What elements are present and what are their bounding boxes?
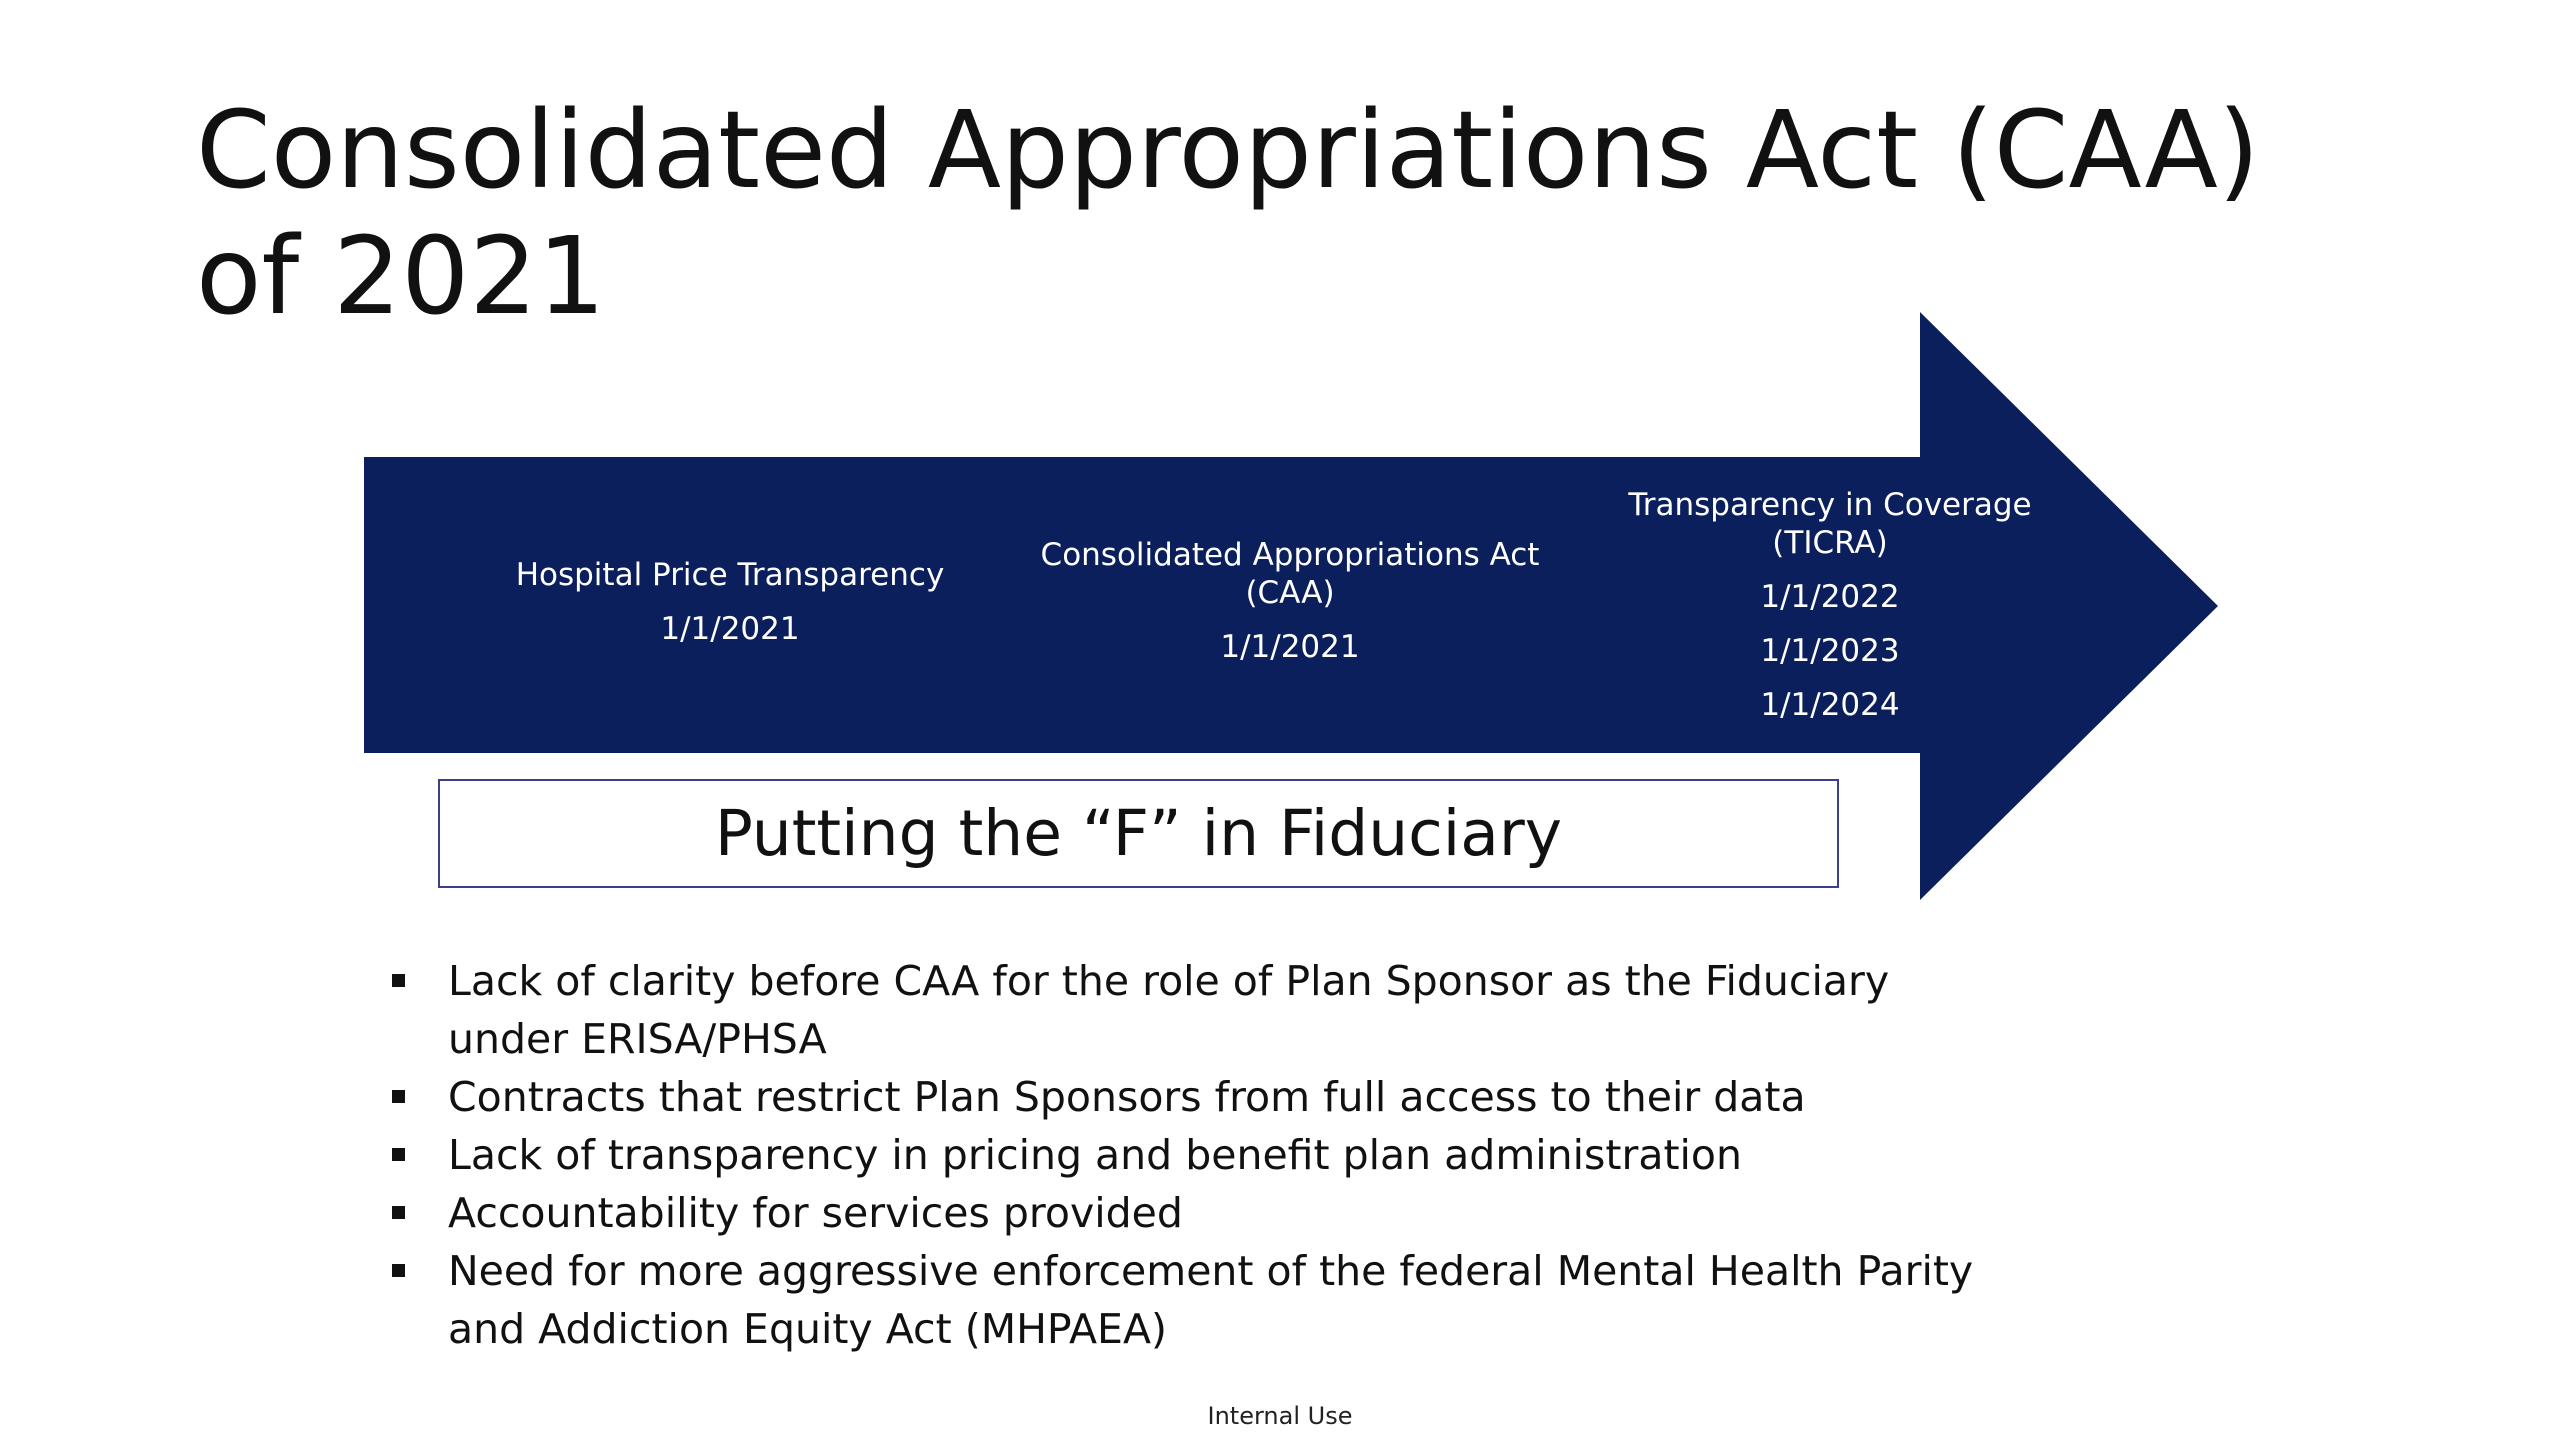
bullet-item	[380, 1068, 1980, 1126]
milestone-date: 1/1/2021	[660, 611, 800, 647]
milestone-title: Consolidated Appropriations Act (CAA)	[1040, 537, 1540, 611]
footer-label: Internal Use	[1207, 1402, 1353, 1430]
fiduciary-callout-text: Putting the “F” in Fiduciary	[714, 797, 1563, 870]
square-bullet-icon	[392, 1148, 405, 1161]
square-bullet-icon	[392, 1206, 405, 1219]
bullet-item	[380, 1126, 1980, 1184]
slide-title-line-2: of 2021	[196, 215, 606, 339]
square-bullet-icon	[392, 1090, 405, 1103]
bullet-list	[380, 952, 1980, 1358]
bullet-text: Lack of clarity before CAA for the role of Plan Sponsor as the Fiduciary under ERISA/PHSA	[448, 957, 1890, 1063]
bullet-item	[380, 952, 1980, 1068]
milestone-dates	[1590, 578, 2070, 724]
fiduciary-callout-box	[438, 779, 1839, 888]
milestone-date: 1/1/2024	[1760, 687, 1900, 723]
square-bullet-icon	[392, 1264, 405, 1277]
bullet-text: Accountability for services provided	[448, 1189, 1183, 1237]
milestone-ticra	[1590, 486, 2070, 724]
milestone-date: 1/1/2022	[1760, 579, 1900, 615]
bullet-item	[380, 1242, 1980, 1358]
slide-title-line-1: Consolidated Appropriations Act (CAA)	[196, 89, 2260, 213]
milestone-title: Transparency in Coverage (TICRA)	[1628, 487, 2032, 561]
bullet-text: Need for more aggressive enforcement of the federal Mental Health Parity and Addiction Equity Act (MHPAEA)	[448, 1247, 1974, 1353]
bullet-text: Lack of transparency in pricing and benefit plan administration	[448, 1131, 1742, 1179]
milestone-hospital-price-transparency	[500, 556, 960, 648]
milestone-title: Hospital Price Transparency	[515, 557, 945, 593]
milestone-date: 1/1/2023	[1760, 633, 1900, 669]
bullet-item	[380, 1184, 1980, 1242]
square-bullet-icon	[392, 974, 405, 987]
milestone-caa	[1040, 536, 1540, 666]
bullet-text: Contracts that restrict Plan Sponsors from full access to their data	[448, 1073, 1806, 1121]
milestone-date: 1/1/2021	[1220, 629, 1360, 665]
